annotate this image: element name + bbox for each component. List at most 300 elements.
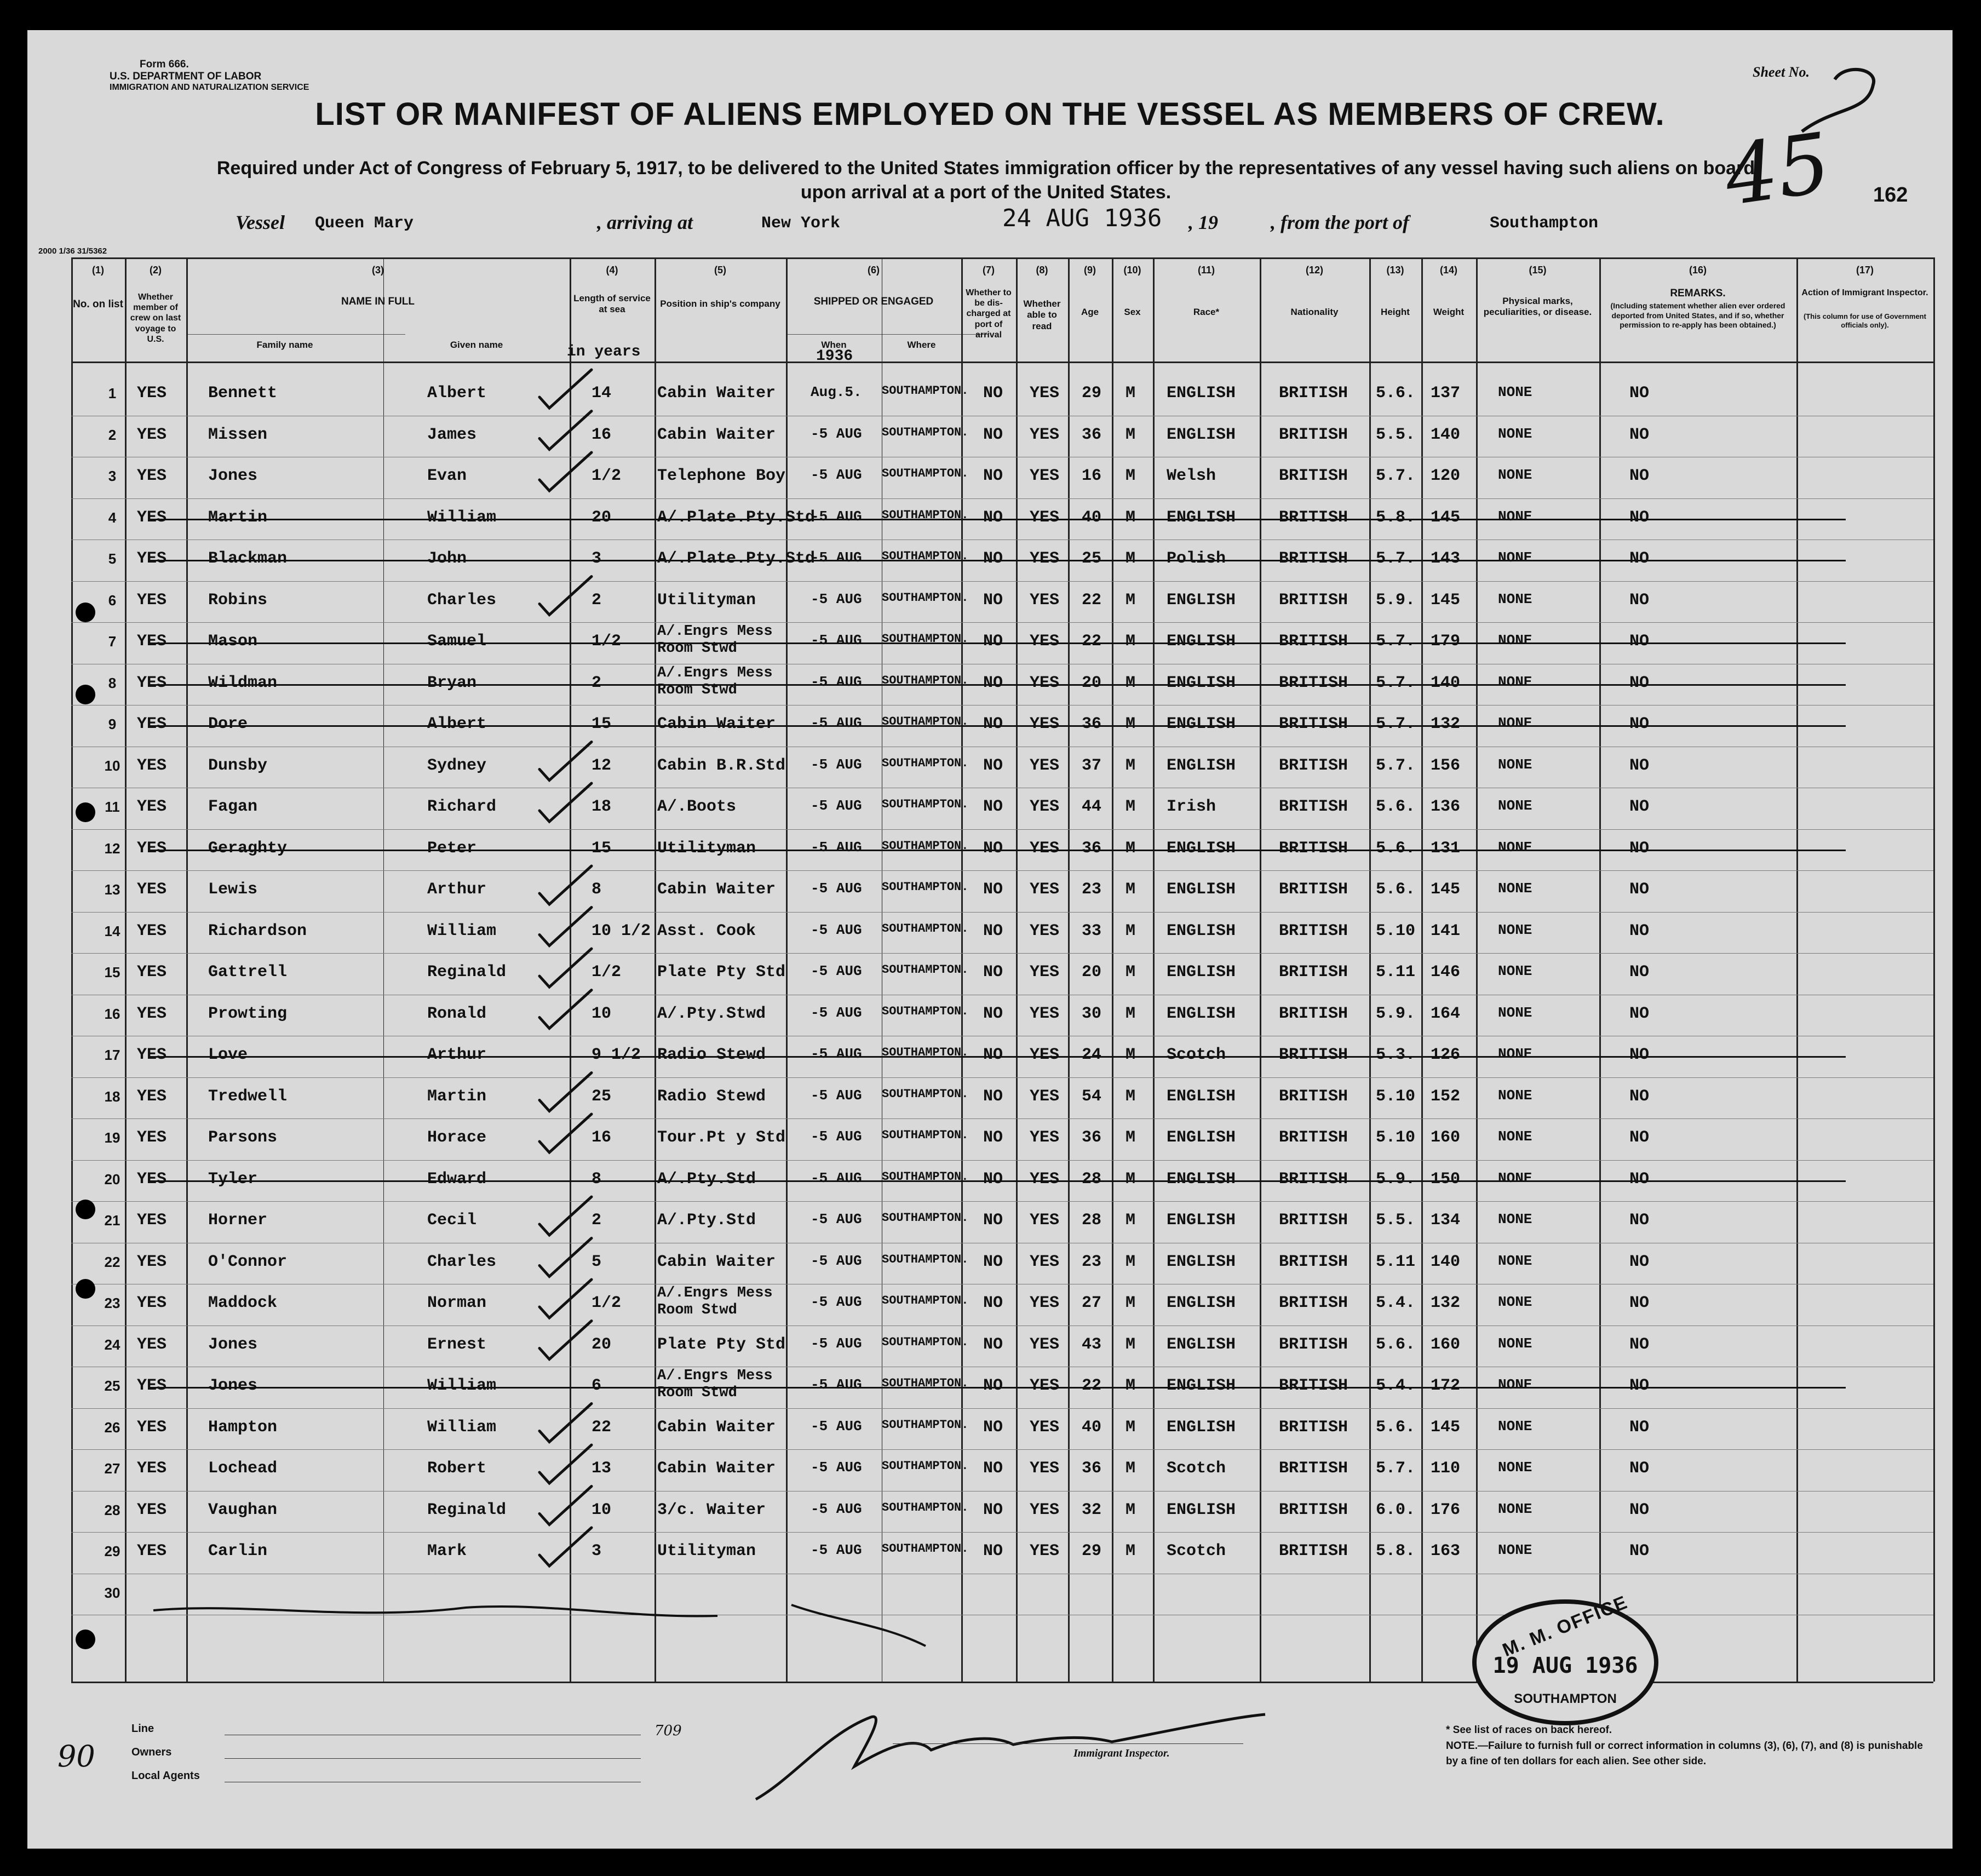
age-cell: 22 <box>1082 1376 1102 1395</box>
sex-cell: M <box>1126 715 1136 733</box>
able-to-read-cell: YES <box>1030 1128 1060 1147</box>
physical-marks-cell: NONE <box>1498 632 1532 649</box>
discharged-cell: NO <box>983 1046 1003 1064</box>
tick-mark <box>539 370 592 408</box>
position-cancel-mark <box>791 1605 926 1646</box>
remarks-cell: NO <box>1629 1376 1650 1395</box>
header-no-on-list: No. on list <box>73 299 123 310</box>
able-to-read-cell: YES <box>1030 839 1060 858</box>
discharged-cell: NO <box>983 1211 1003 1230</box>
header-remarks-note: (Including statement whether alien ever ordered deported from United States, and if so, whether permission to re-apply has been obtained.) <box>1610 301 1785 329</box>
service-length-cell: 10 <box>592 1004 612 1023</box>
given-name-cell: John <box>427 549 467 568</box>
binder-hole <box>76 685 95 704</box>
position-cell: A/.Pty.Stwd <box>657 1004 766 1023</box>
nationality-cell: BRITISH <box>1279 673 1348 692</box>
tick-mark <box>539 1197 592 1235</box>
discharged-cell: NO <box>983 1335 1003 1354</box>
age-cell: 40 <box>1082 508 1102 527</box>
col-number: (3) <box>372 265 384 276</box>
nationality-cell: BRITISH <box>1279 798 1348 816</box>
tick-mark <box>539 908 592 946</box>
physical-marks-cell: NONE <box>1498 1087 1532 1104</box>
col-number: (12) <box>1305 265 1323 276</box>
physical-marks-cell: NONE <box>1498 467 1532 483</box>
race-cell: ENGLISH <box>1167 673 1236 692</box>
height-cell: 5.7. <box>1376 549 1416 568</box>
header-when: When <box>821 340 847 350</box>
able-to-read-cell: YES <box>1030 1542 1060 1561</box>
remarks-cell: NO <box>1629 839 1650 858</box>
shipped-date-cell: -5 AUG <box>811 632 862 649</box>
sex-cell: M <box>1126 632 1136 651</box>
given-name-cell: Evan <box>427 467 467 485</box>
able-to-read-cell: YES <box>1030 632 1060 651</box>
col-number: (7) <box>983 265 995 276</box>
discharged-cell: NO <box>983 798 1003 816</box>
shipped-port-cell: SOUTHAMPTON. <box>882 1087 969 1101</box>
last-voyage-cell: YES <box>137 1169 167 1189</box>
race-cell: ENGLISH <box>1167 1376 1236 1395</box>
race-cell: Welsh <box>1167 467 1216 485</box>
physical-marks-cell: NONE <box>1498 1335 1532 1352</box>
race-cell: Irish <box>1167 798 1216 816</box>
given-name-cell: William <box>427 508 497 527</box>
shipped-port-cell: SOUTHAMPTON. <box>882 880 969 894</box>
sex-cell: M <box>1126 1169 1136 1189</box>
shipped-date-cell: -5 AUG <box>811 880 862 897</box>
discharged-cell: NO <box>983 963 1003 982</box>
given-name-cell: Horace <box>427 1128 487 1147</box>
discharged-cell: NO <box>983 549 1003 568</box>
weight-cell: 156 <box>1431 756 1461 775</box>
height-cell: 5.10 <box>1376 1128 1416 1147</box>
discharged-cell: NO <box>983 1542 1003 1561</box>
given-name-cell: William <box>427 1418 497 1437</box>
physical-marks-cell: NONE <box>1498 1046 1532 1062</box>
able-to-read-cell: YES <box>1030 1004 1060 1023</box>
given-name-cell: Robert <box>427 1459 487 1478</box>
shipped-port-cell: SOUTHAMPTON. <box>882 1418 969 1432</box>
sheet-number-hook <box>1802 70 1874 131</box>
discharged-cell: NO <box>983 508 1003 527</box>
physical-marks-cell: NONE <box>1498 921 1532 938</box>
physical-marks-cell: NONE <box>1498 1500 1532 1517</box>
race-cell: ENGLISH <box>1167 1294 1236 1312</box>
mm-office-stamp <box>1472 1591 1658 1725</box>
physical-marks-cell: NONE <box>1498 1418 1532 1435</box>
last-voyage-cell: YES <box>137 715 167 733</box>
discharged-cell: NO <box>983 425 1003 444</box>
tick-mark <box>539 990 592 1029</box>
age-cell: 29 <box>1082 384 1102 403</box>
age-cell: 32 <box>1082 1500 1102 1519</box>
shipped-port-cell: SOUTHAMPTON. <box>882 384 969 398</box>
position-cell: Radio Stewd <box>657 1087 766 1106</box>
race-note: * See list of races on back hereof. <box>1446 1724 1612 1736</box>
height-cell: 6.0. <box>1376 1500 1416 1519</box>
row-number: 1 <box>108 385 117 401</box>
race-cell: Scotch <box>1167 1459 1226 1478</box>
service-length-cell: 8 <box>592 880 602 899</box>
age-cell: 37 <box>1082 756 1102 775</box>
last-voyage-cell: YES <box>137 880 167 899</box>
position-cell: Plate Pty Std <box>657 963 786 982</box>
age-cell: 36 <box>1082 1128 1102 1147</box>
position-cell: Cabin Waiter <box>657 1459 776 1478</box>
row-number: 11 <box>105 799 120 815</box>
discharged-cell: NO <box>983 839 1003 858</box>
given-name-cell: Martin <box>427 1087 487 1106</box>
remarks-cell: NO <box>1629 508 1650 527</box>
physical-marks-cell: NONE <box>1498 1128 1532 1145</box>
position-cell: Utilityman <box>657 590 756 610</box>
last-voyage-cell: YES <box>137 839 167 858</box>
service-length-cell: 1/2 <box>592 632 622 651</box>
service-length-cell: 1/2 <box>592 467 622 485</box>
shipped-port-cell: SOUTHAMPTON. <box>882 549 969 563</box>
family-name-cell: Carlin <box>208 1542 268 1561</box>
family-name-cell: Richardson <box>208 921 307 940</box>
sex-cell: M <box>1126 1004 1136 1023</box>
last-voyage-cell: YES <box>137 756 167 775</box>
age-cell: 23 <box>1082 1252 1102 1271</box>
weight-cell: 140 <box>1431 673 1461 692</box>
weight-cell: 164 <box>1431 1004 1461 1023</box>
able-to-read-cell: YES <box>1030 1376 1060 1395</box>
remarks-cell: NO <box>1629 467 1650 485</box>
given-name-cell: Norman <box>427 1294 487 1312</box>
age-cell: 20 <box>1082 673 1102 692</box>
manifest-title: LIST OR MANIFEST OF ALIENS EMPLOYED ON THE VESSEL AS MEMBERS OF CREW. <box>315 96 1665 132</box>
sex-cell: M <box>1126 921 1136 940</box>
row-number: 23 <box>104 1295 120 1311</box>
able-to-read-cell: YES <box>1030 921 1060 940</box>
height-cell: 5.8. <box>1376 1542 1416 1561</box>
given-name-cell: Bryan <box>427 673 477 692</box>
row-number: 2 <box>108 426 117 443</box>
position-cell: 3/c. Waiter <box>657 1500 766 1519</box>
sheet-number-handwritten: 45 <box>1719 115 1836 225</box>
race-cell: ENGLISH <box>1167 1418 1236 1437</box>
last-voyage-cell: YES <box>137 1004 167 1023</box>
race-cell: ENGLISH <box>1167 1211 1236 1230</box>
race-cell: ENGLISH <box>1167 1087 1236 1106</box>
last-voyage-cell: YES <box>137 1418 167 1437</box>
last-voyage-cell: YES <box>137 673 167 692</box>
col-number: (10) <box>1123 265 1141 276</box>
given-name-cell: William <box>427 1376 497 1395</box>
discharged-cell: NO <box>983 590 1003 610</box>
given-name-cell: Reginald <box>427 963 507 982</box>
last-voyage-cell: YES <box>137 1087 167 1106</box>
weight-cell: 145 <box>1431 1418 1461 1437</box>
row-number: 26 <box>104 1419 120 1436</box>
remarks-cell: NO <box>1629 1046 1650 1064</box>
header-able-to-read: Whether able to read <box>1023 299 1061 331</box>
nationality-cell: BRITISH <box>1279 508 1348 527</box>
nationality-cell: BRITISH <box>1279 1211 1348 1230</box>
sex-cell: M <box>1126 673 1136 692</box>
inspector-line <box>893 1743 1243 1744</box>
age-cell: 43 <box>1082 1335 1102 1354</box>
when-year: 1936 <box>816 348 853 365</box>
race-cell: Polish <box>1167 549 1226 568</box>
nationality-cell: BRITISH <box>1279 880 1348 899</box>
position-cell: Cabin Waiter <box>657 880 776 899</box>
discharged-cell: NO <box>983 1294 1003 1312</box>
given-name-cell: Peter <box>427 839 477 858</box>
given-name-cell: Charles <box>427 590 497 610</box>
nationality-cell: BRITISH <box>1279 467 1348 485</box>
department-label: U.S. DEPARTMENT OF LABOR <box>110 71 262 82</box>
remarks-cell: NO <box>1629 963 1650 982</box>
shipped-port-cell: SOUTHAMPTON. <box>882 1335 969 1349</box>
service-length-cell: 22 <box>592 1418 612 1437</box>
last-voyage-cell: YES <box>137 1459 167 1478</box>
row-number: 13 <box>104 881 120 898</box>
physical-marks-cell: NONE <box>1498 1252 1532 1269</box>
tick-mark <box>539 742 592 781</box>
weight-cell: 163 <box>1431 1542 1461 1561</box>
shipped-date-cell: -5 AUG <box>811 756 862 773</box>
row-number: 14 <box>104 922 120 939</box>
family-name-cell: Lewis <box>208 880 258 899</box>
col-number: (9) <box>1084 265 1096 276</box>
nationality-cell: BRITISH <box>1279 1087 1348 1106</box>
sex-cell: M <box>1126 1211 1136 1230</box>
physical-marks-cell: NONE <box>1498 798 1532 814</box>
able-to-read-cell: YES <box>1030 549 1060 568</box>
height-cell: 5.7. <box>1376 467 1416 485</box>
race-cell: ENGLISH <box>1167 1169 1236 1189</box>
remarks-cell: NO <box>1629 880 1650 899</box>
position-cell: Cabin Waiter <box>657 1418 776 1437</box>
height-cell: 5.7. <box>1376 632 1416 651</box>
col-number: (8) <box>1036 265 1048 276</box>
year-label: , 19 <box>1188 211 1218 233</box>
nationality-cell: BRITISH <box>1279 425 1348 444</box>
sex-cell: M <box>1126 1046 1136 1064</box>
service-length-cell: 1/2 <box>592 963 622 982</box>
form-number: Form 666. <box>140 59 189 70</box>
position-cell: Telephone Boy <box>657 467 786 485</box>
shipped-date-cell: -5 AUG <box>811 715 862 731</box>
family-name-cell: Robins <box>208 590 268 610</box>
able-to-read-cell: YES <box>1030 963 1060 982</box>
able-to-read-cell: YES <box>1030 798 1060 816</box>
position-cell: A/.Plate.Pty.Std <box>657 549 816 568</box>
able-to-read-cell: YES <box>1030 1418 1060 1437</box>
service-length-cell: 2 <box>592 590 602 610</box>
fine-note: NOTE.—Failure to furnish full or correct information in columns (3), (6), (7), and (8) is punishable by a fine of ten dollars for each alien. See other side. <box>1446 1740 1923 1767</box>
given-name-cell: Sydney <box>427 756 487 775</box>
height-cell: 5.5. <box>1376 425 1416 444</box>
nationality-cell: BRITISH <box>1279 1294 1348 1312</box>
nationality-cell: BRITISH <box>1279 1252 1348 1271</box>
nationality-cell: BRITISH <box>1279 1046 1348 1064</box>
header-where: Where <box>907 340 936 350</box>
sex-cell: M <box>1126 384 1136 403</box>
binder-hole <box>76 1200 95 1219</box>
able-to-read-cell: YES <box>1030 425 1060 444</box>
position-cell: A/.Engrs Mess Room Stwd <box>657 1368 773 1402</box>
height-cell: 5.6. <box>1376 384 1416 403</box>
last-voyage-cell: YES <box>137 632 167 651</box>
service-length-cell: 2 <box>592 1211 602 1230</box>
row-number: 21 <box>104 1212 120 1229</box>
weight-cell: 141 <box>1431 921 1461 940</box>
shipped-date-cell: -5 AUG <box>811 1294 862 1310</box>
vessel-name: Queen Mary <box>315 214 414 233</box>
row-number: 10 <box>104 757 120 774</box>
remarks-cell: NO <box>1629 1087 1650 1106</box>
position-cell: A/.Boots <box>657 798 737 816</box>
service-length-cell: 18 <box>592 798 612 816</box>
manifest-sheet <box>27 30 1953 1849</box>
shipped-date-cell: -5 AUG <box>811 1087 862 1104</box>
able-to-read-cell: YES <box>1030 1294 1060 1312</box>
header-position: Position in ship's company <box>660 299 780 309</box>
position-cell: Cabin Waiter <box>657 384 776 403</box>
height-cell: 5.8. <box>1376 508 1416 527</box>
tick-mark <box>539 1321 592 1359</box>
remarks-cell: NO <box>1629 715 1650 733</box>
length-handwritten: in years <box>567 343 641 360</box>
shipped-date-cell: -5 AUG <box>811 590 862 607</box>
last-voyage-cell: YES <box>137 1046 167 1064</box>
service-length-cell: 3 <box>592 549 602 568</box>
height-cell: 5.4. <box>1376 1294 1416 1312</box>
height-cell: 5.9. <box>1376 1004 1416 1023</box>
age-cell: 24 <box>1082 1046 1102 1064</box>
position-cell: Asst. Cook <box>657 921 756 940</box>
discharged-cell: NO <box>983 1418 1003 1437</box>
weight-cell: 146 <box>1431 963 1461 982</box>
last-voyage-cell: YES <box>137 384 167 403</box>
nationality-cell: BRITISH <box>1279 590 1348 610</box>
shipped-date-cell: -5 AUG <box>811 1418 862 1435</box>
nationality-cell: BRITISH <box>1279 1500 1348 1519</box>
shipped-port-cell: SOUTHAMPTON. <box>882 590 969 605</box>
physical-marks-cell: NONE <box>1498 384 1532 400</box>
family-name-cell: Vaughan <box>208 1500 278 1519</box>
age-cell: 36 <box>1082 425 1102 444</box>
given-name-cell: Ronald <box>427 1004 487 1023</box>
weight-cell: 145 <box>1431 590 1461 610</box>
able-to-read-cell: YES <box>1030 1500 1060 1519</box>
sex-cell: M <box>1126 425 1136 444</box>
family-name-cell: Gattrell <box>208 963 288 982</box>
last-voyage-cell: YES <box>137 1500 167 1519</box>
row-number: 15 <box>104 964 120 980</box>
nationality-cell: BRITISH <box>1279 549 1348 568</box>
header-family-name: Family name <box>256 340 313 350</box>
weight-cell: 143 <box>1431 549 1461 568</box>
shipped-port-cell: SOUTHAMPTON. <box>882 1211 969 1225</box>
binder-hole <box>76 1279 95 1299</box>
weight-cell: 110 <box>1431 1459 1461 1478</box>
shipped-date-cell: -5 AUG <box>811 1128 862 1145</box>
race-cell: ENGLISH <box>1167 508 1236 527</box>
row-number: 4 <box>108 509 117 526</box>
family-name-cell: Jones <box>208 1376 258 1395</box>
discharged-cell: NO <box>983 1252 1003 1271</box>
race-cell: ENGLISH <box>1167 921 1236 940</box>
service-length-cell: 3 <box>592 1542 602 1561</box>
nationality-cell: BRITISH <box>1279 1004 1348 1023</box>
physical-marks-cell: NONE <box>1498 839 1532 856</box>
row-number: 9 <box>108 716 117 732</box>
col-number: (14) <box>1439 265 1457 276</box>
weight-cell: 136 <box>1431 798 1461 816</box>
race-cell: Scotch <box>1167 1542 1226 1561</box>
able-to-read-cell: YES <box>1030 1169 1060 1189</box>
race-cell: ENGLISH <box>1167 632 1236 651</box>
nationality-cell: BRITISH <box>1279 1335 1348 1354</box>
discharged-cell: NO <box>983 384 1003 403</box>
able-to-read-cell: YES <box>1030 590 1060 610</box>
shipped-port-cell: SOUTHAMPTON. <box>882 1294 969 1307</box>
family-name-cell: Prowting <box>208 1004 288 1023</box>
physical-marks-cell: NONE <box>1498 1542 1532 1558</box>
remarks-cell: NO <box>1629 1128 1650 1147</box>
physical-marks-cell: NONE <box>1498 1004 1532 1021</box>
shipped-port-cell: SOUTHAMPTON. <box>882 963 969 977</box>
row-number: 25 <box>104 1378 120 1394</box>
physical-marks-cell: NONE <box>1498 673 1532 690</box>
position-cell: Plate Pty Std <box>657 1335 786 1354</box>
height-cell: 5.7. <box>1376 1459 1416 1478</box>
col-number: (16) <box>1689 265 1707 276</box>
header-age: Age <box>1081 307 1099 317</box>
height-cell: 5.6. <box>1376 798 1416 816</box>
physical-marks-cell: NONE <box>1498 590 1532 607</box>
shipped-date-cell: -5 AUG <box>811 1211 862 1227</box>
binder-hole <box>76 603 95 622</box>
height-cell: 5.6. <box>1376 880 1416 899</box>
sex-cell: M <box>1126 880 1136 899</box>
race-cell: ENGLISH <box>1167 1335 1236 1354</box>
header-name-in-full: NAME IN FULL <box>341 296 415 307</box>
sex-cell: M <box>1126 756 1136 775</box>
col-number: (5) <box>714 265 726 276</box>
sex-cell: M <box>1126 590 1136 610</box>
last-voyage-cell: YES <box>137 1335 167 1354</box>
last-voyage-cell: YES <box>137 1294 167 1312</box>
print-code: 2000 1/36 31/5362 <box>38 246 107 256</box>
weight-cell: 132 <box>1431 1294 1461 1312</box>
able-to-read-cell: YES <box>1030 1252 1060 1271</box>
shipped-port-cell: SOUTHAMPTON. <box>882 1542 969 1556</box>
shipped-date-cell: -5 AUG <box>811 963 862 979</box>
sex-cell: M <box>1126 839 1136 858</box>
owners-label: Owners <box>131 1746 172 1758</box>
position-cell: Utilityman <box>657 839 756 858</box>
able-to-read-cell: YES <box>1030 1335 1060 1354</box>
tick-mark <box>539 866 592 904</box>
race-cell: ENGLISH <box>1167 963 1236 982</box>
last-voyage-cell: YES <box>137 1542 167 1561</box>
sex-cell: M <box>1126 1500 1136 1519</box>
height-cell: 5.6. <box>1376 1335 1416 1354</box>
age-cell: 16 <box>1082 467 1102 485</box>
sex-cell: M <box>1126 549 1136 568</box>
service-label: IMMIGRATION AND NATURALIZATION SERVICE <box>110 83 309 92</box>
able-to-read-cell: YES <box>1030 1459 1060 1478</box>
family-name-cell: Mason <box>208 632 258 651</box>
service-length-cell: 12 <box>592 756 612 775</box>
